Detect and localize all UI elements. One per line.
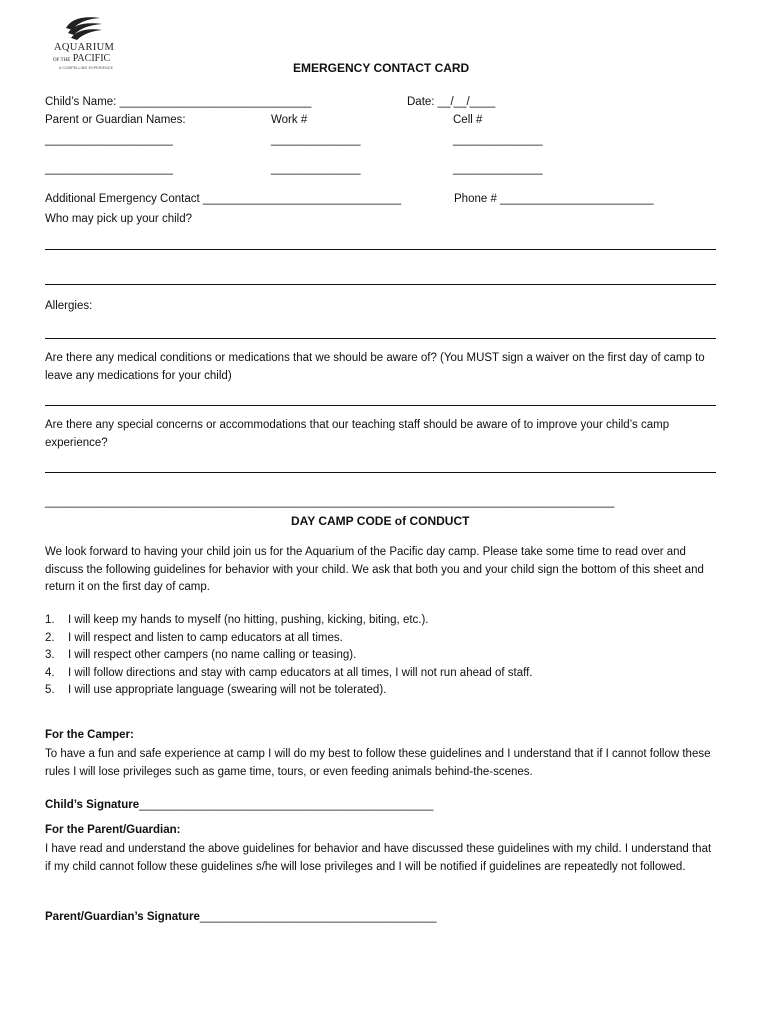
work-field-2[interactable]: ______________ — [271, 163, 361, 175]
conduct-intro: We look forward to having your child join us for the Aquarium of the Pacific day camp. Please take some time to read over and discuss the following guidelines for behavior with your child. We ask that both you and your child sign the bottom of this sheet and return it on the first day of camp. — [45, 546, 704, 593]
phone-field[interactable]: Phone # ________________________ — [454, 193, 654, 205]
rule-number: 4. — [45, 666, 55, 679]
rule-text: I will use appropriate language (swearing will not be tolerated). — [68, 684, 387, 696]
work-field-1[interactable]: ______________ — [271, 134, 361, 146]
camper-pledge-text: To have a fun and safe experience at camp I will do my best to follow these guidelines and I understand that if I cannot follow these rules I will lose privileges such as game time, tours, or even feeding animals behind-the-scenes. — [45, 748, 711, 778]
medical-answer-line[interactable] — [45, 405, 716, 406]
child-name-field[interactable]: Child’s Name: ______________________________ — [45, 96, 312, 108]
rule-text: I will respect other campers (no name calling or teasing). — [68, 649, 357, 661]
rule-number: 2. — [45, 631, 55, 644]
pickup-answer-line-1[interactable] — [45, 249, 716, 250]
rule-text: I will follow directions and stay with camp educators at all times, I will not run ahead of staff. — [68, 666, 533, 679]
cell-field-1[interactable]: ______________ — [453, 134, 543, 146]
rule-text: I will keep my hands to myself (no hitting, pushing, kicking, biting, etc.). — [68, 614, 429, 626]
cell-label: Cell # — [453, 114, 483, 126]
list-item — [45, 630, 532, 648]
list-item — [45, 682, 532, 700]
list-item — [45, 665, 532, 683]
date-field[interactable]: Date: __/__/____ — [407, 96, 496, 108]
cell-field-2[interactable]: ______________ — [453, 163, 543, 175]
parent-name-field-1[interactable]: ____________________ — [45, 134, 173, 146]
child-signature-row — [45, 799, 433, 811]
special-concerns-question: Are there any special concerns or accommodations that our teaching staff should be aware of to improve your child’s camp experience? — [45, 419, 670, 449]
logo-line-1: AQUARIUM — [54, 42, 115, 53]
parent-signature-field[interactable]: _____________________________________ — [199, 911, 437, 923]
special-answer-line-2[interactable]: _________________________________________________________________________________________ — [45, 496, 615, 508]
list-item — [45, 612, 532, 630]
parent-names-label: Parent or Guardian Names: — [45, 114, 186, 126]
pickup-answer-line-2[interactable] — [45, 284, 716, 285]
contact-card-title: EMERGENCY CONTACT CARD — [293, 61, 470, 75]
additional-contact-field[interactable]: Additional Emergency Contact _______________________________ — [45, 193, 402, 205]
parent-pledge-text: I have read and understand the above guidelines for behavior and have discussed these guidelines with my child. I understand that if my child cannot follow these guidelines s/he will lose privileges and I will be notified if guidelines are repeatedly not followed. — [45, 843, 712, 873]
child-signature-field[interactable]: ______________________________________________ — [139, 799, 434, 811]
work-label: Work # — [271, 114, 308, 126]
list-item — [45, 647, 532, 665]
logo-of-the: OF THE — [53, 58, 71, 63]
medical-question: Are there any medical conditions or medications that we should be aware of? (You MUST sign a waiver on the first day of camp to leave any medications for your child) — [45, 352, 705, 382]
child-signature-label: Child’s Signature — [45, 799, 140, 811]
logo-pacific: PACIFIC — [72, 53, 111, 64]
parent-heading: For the Parent/Guardian: — [45, 824, 181, 836]
rule-number: 3. — [45, 649, 55, 661]
pickup-question: Who may pick up your child? — [45, 213, 193, 225]
conduct-rules-list — [45, 612, 532, 700]
parent-signature-row — [45, 911, 437, 923]
logo-tagline: A COMPELLING EXPERIENCE — [59, 66, 114, 70]
code-of-conduct-title: DAY CAMP CODE of CONDUCT — [291, 514, 470, 528]
rule-text: I will respect and listen to camp educators at all times. — [68, 631, 343, 644]
parent-signature-label: Parent/Guardian’s Signature — [45, 911, 200, 923]
camper-heading: For the Camper: — [45, 729, 134, 741]
allergies-label: Allergies: — [45, 300, 93, 312]
aquarium-logo — [50, 14, 120, 72]
rule-number: 5. — [45, 684, 55, 696]
wave-logo-icon — [64, 14, 104, 42]
logo-line-2 — [53, 53, 110, 64]
special-answer-line-1[interactable] — [45, 472, 716, 473]
rule-number: 1. — [45, 614, 55, 626]
allergies-answer-line[interactable] — [45, 338, 716, 339]
parent-name-field-2[interactable]: ____________________ — [45, 163, 173, 175]
